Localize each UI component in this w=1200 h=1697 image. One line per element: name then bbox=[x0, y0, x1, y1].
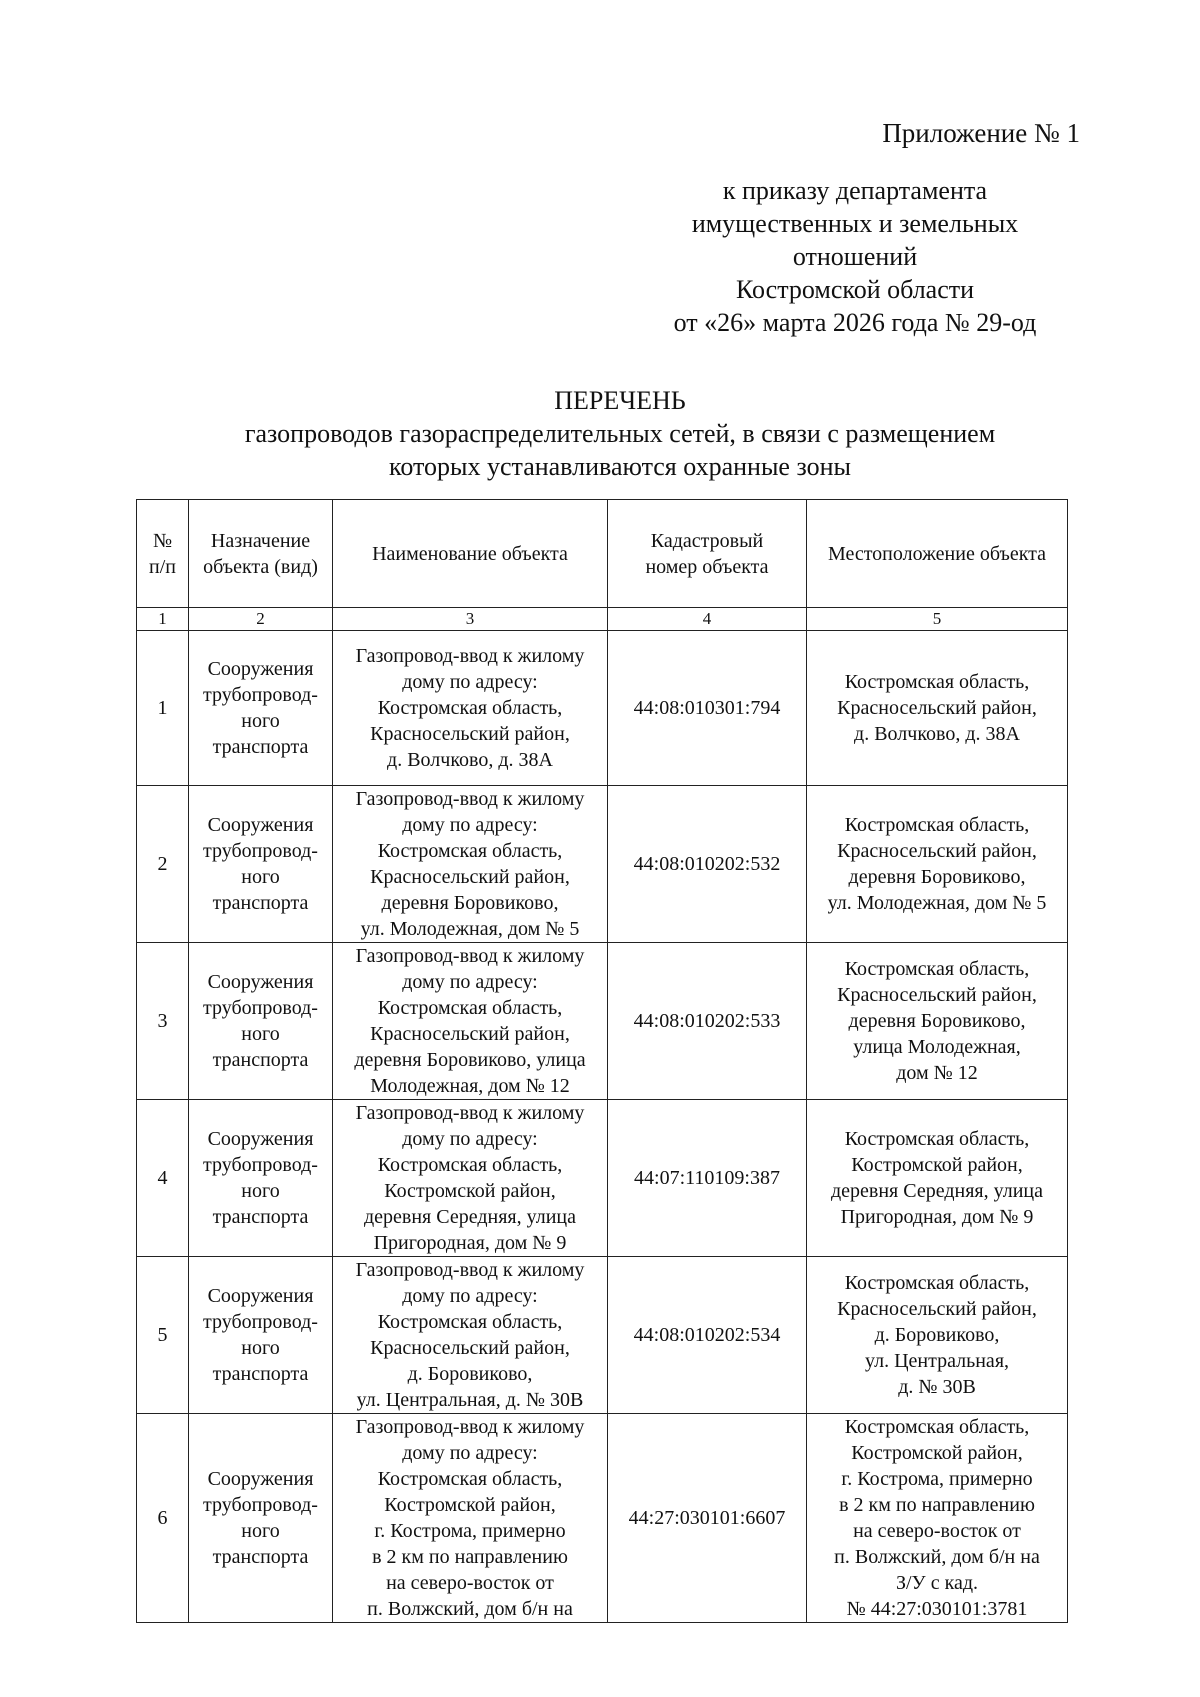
document-title bbox=[100, 384, 1140, 483]
object-location-cell bbox=[807, 631, 1068, 786]
cell-line: Газопровод-ввод к жилому bbox=[355, 645, 585, 667]
cell-line: трубопровод- bbox=[203, 684, 318, 706]
table-header-row bbox=[137, 500, 1068, 608]
table-row bbox=[137, 1257, 1068, 1414]
cell-line: д. Боровиково, bbox=[407, 1363, 533, 1385]
cell-line: ул. Молодежная, дом № 5 bbox=[360, 918, 580, 940]
cell-line: Костромской район, bbox=[384, 1494, 556, 1516]
header-text: Назначение bbox=[210, 529, 311, 552]
cell-line: г. Кострома, примерно bbox=[374, 1520, 566, 1542]
table-row bbox=[137, 1100, 1068, 1257]
object-name-cell bbox=[333, 1257, 608, 1414]
row-number-cell: 3 bbox=[137, 943, 189, 1100]
cell-line: ул. Центральная, bbox=[864, 1350, 1010, 1372]
cell-line: Газопровод-ввод к жилому bbox=[355, 1416, 585, 1438]
cell-line: деревня Боровиково, bbox=[848, 866, 1026, 888]
column-numbers-row bbox=[137, 608, 1068, 631]
cell-line: п. Волжский, дом б/н на bbox=[367, 1598, 573, 1620]
order-line: к приказу департамента bbox=[722, 176, 988, 205]
cadastral-number-cell: 44:08:010202:533 bbox=[608, 943, 807, 1100]
cell-line: деревня Боровиково, bbox=[848, 1010, 1026, 1032]
cell-line: Костромская область, bbox=[844, 814, 1030, 836]
header-text: п/п bbox=[149, 555, 176, 578]
object-type-cell bbox=[189, 786, 333, 943]
object-type-cell bbox=[189, 1100, 333, 1257]
row-number-cell: 4 bbox=[137, 1100, 189, 1257]
cell-line: Сооружения bbox=[207, 1285, 314, 1307]
cell-line: Молодежная, дом № 12 bbox=[370, 1075, 570, 1097]
cell-line: Красносельский район, bbox=[370, 1337, 570, 1359]
cell-line: д. № 30В bbox=[898, 1376, 976, 1398]
cell-line: на северо-восток от bbox=[386, 1572, 554, 1594]
cell-line: Красносельский район, bbox=[370, 1023, 570, 1045]
cell-line: Костромская область, bbox=[844, 1272, 1030, 1294]
cadastral-number-cell: 44:27:030101:6607 bbox=[608, 1414, 807, 1623]
objects-table bbox=[136, 499, 1068, 1623]
cell-line: трубопровод- bbox=[203, 840, 318, 862]
cell-line: Костромская область, bbox=[844, 671, 1030, 693]
cell-line: Сооружения bbox=[207, 971, 314, 993]
cell-line: ного bbox=[241, 710, 280, 732]
row-number-cell: 5 bbox=[137, 1257, 189, 1414]
cell-line: г. Кострома, примерно bbox=[841, 1468, 1033, 1490]
cell-line: Сооружения bbox=[207, 658, 314, 680]
cell-line: ул. Центральная, д. № 30В bbox=[356, 1389, 584, 1411]
cell-line: дому по адресу: bbox=[402, 671, 538, 693]
object-name-cell bbox=[333, 786, 608, 943]
cell-line: улица Молодежная, bbox=[853, 1036, 1021, 1058]
cell-line: дому по адресу: bbox=[402, 971, 538, 993]
cell-line: Костромской район, bbox=[851, 1442, 1023, 1464]
cell-line: д. Волчково, д. 38А bbox=[854, 723, 1020, 745]
cell-line: деревня Боровиково, bbox=[381, 892, 559, 914]
table-row bbox=[137, 631, 1068, 786]
object-name-cell bbox=[333, 943, 608, 1100]
cadastral-number-cell: 44:08:010301:794 bbox=[608, 631, 807, 786]
order-line: Костромской области bbox=[735, 275, 975, 304]
appendix-label: Приложение № 1 bbox=[882, 118, 1080, 148]
header-text: номер объекта bbox=[645, 555, 769, 578]
cell-line: Костромская область, bbox=[844, 958, 1030, 980]
table-body bbox=[137, 631, 1068, 1623]
column-number: 5 bbox=[807, 608, 1068, 631]
cell-line: Костромская область, bbox=[377, 997, 563, 1019]
column-header-name bbox=[333, 500, 608, 608]
cell-line: Костромская область, bbox=[377, 840, 563, 862]
cell-line: ного bbox=[241, 1023, 280, 1045]
title-heading: ПЕРЕЧЕНЬ bbox=[554, 386, 686, 415]
cell-line: трубопровод- bbox=[203, 997, 318, 1019]
order-line: от «26» марта 2026 года № 29-од bbox=[673, 308, 1037, 337]
cell-line: Красносельский район, bbox=[837, 840, 1037, 862]
object-location-cell bbox=[807, 1257, 1068, 1414]
cell-line: на северо-восток от bbox=[853, 1520, 1021, 1542]
cell-line: дому по адресу: bbox=[402, 1128, 538, 1150]
cell-line: в 2 км по направлению bbox=[372, 1546, 568, 1568]
header-text: № bbox=[152, 529, 173, 552]
cell-line: Костромская область, bbox=[844, 1128, 1030, 1150]
cell-line: Сооружения bbox=[207, 814, 314, 836]
cell-line: ного bbox=[241, 866, 280, 888]
cell-line: транспорта bbox=[212, 892, 309, 914]
column-header-number bbox=[137, 500, 189, 608]
cadastral-number-cell: 44:08:010202:532 bbox=[608, 786, 807, 943]
cadastral-number-cell: 44:08:010202:534 bbox=[608, 1257, 807, 1414]
cell-line: З/У с кад. bbox=[895, 1572, 979, 1594]
cell-line: Костромская область, bbox=[377, 1311, 563, 1333]
column-number: 3 bbox=[333, 608, 608, 631]
cell-line: Красносельский район, bbox=[837, 1298, 1037, 1320]
column-header-cadastral bbox=[608, 500, 807, 608]
header-text: Местоположение объекта bbox=[827, 542, 1047, 565]
object-location-cell bbox=[807, 786, 1068, 943]
cell-line: д. Боровиково, bbox=[874, 1324, 1000, 1346]
object-name-cell bbox=[333, 1100, 608, 1257]
row-number-cell: 2 bbox=[137, 786, 189, 943]
column-header-type bbox=[189, 500, 333, 608]
cell-line: ного bbox=[241, 1180, 280, 1202]
cell-line: транспорта bbox=[212, 1363, 309, 1385]
cell-line: д. Волчково, д. 38А bbox=[387, 749, 553, 771]
cell-line: в 2 км по направлению bbox=[839, 1494, 1035, 1516]
object-type-cell bbox=[189, 943, 333, 1100]
cell-line: деревня Боровиково, улица bbox=[354, 1049, 586, 1071]
cell-line: Красносельский район, bbox=[370, 723, 570, 745]
object-location-cell bbox=[807, 1414, 1068, 1623]
cell-line: транспорта bbox=[212, 1206, 309, 1228]
title-line: газопроводов газораспределительных сетей, в связи с размещением bbox=[244, 419, 996, 448]
cell-line: ного bbox=[241, 1520, 280, 1542]
object-location-cell bbox=[807, 1100, 1068, 1257]
cell-line: Пригородная, дом № 9 bbox=[373, 1232, 567, 1254]
cell-line: Сооружения bbox=[207, 1128, 314, 1150]
column-number: 2 bbox=[189, 608, 333, 631]
cell-line: № 44:27:030101:3781 bbox=[846, 1598, 1028, 1620]
row-number-cell: 1 bbox=[137, 631, 189, 786]
cell-line: дом № 12 bbox=[896, 1062, 978, 1084]
header-text: Наименование объекта bbox=[372, 542, 568, 565]
cell-line: Костромская область, bbox=[844, 1416, 1030, 1438]
cell-line: Газопровод-ввод к жилому bbox=[355, 1102, 585, 1124]
title-line: которых устанавливаются охранные зоны bbox=[389, 452, 851, 481]
cell-line: дому по адресу: bbox=[402, 814, 538, 836]
row-number-cell: 6 bbox=[137, 1414, 189, 1623]
cell-line: Красносельский район, bbox=[837, 697, 1037, 719]
table-row bbox=[137, 1414, 1068, 1623]
order-line: отношений bbox=[792, 242, 918, 271]
cell-line: Костромской район, bbox=[384, 1180, 556, 1202]
order-line: имущественных и земельных bbox=[691, 209, 1019, 238]
cell-line: Костромская область, bbox=[377, 1468, 563, 1490]
object-type-cell bbox=[189, 1414, 333, 1623]
order-reference bbox=[600, 174, 1110, 339]
column-number: 4 bbox=[608, 608, 807, 631]
cell-line: Красносельский район, bbox=[370, 866, 570, 888]
cell-line: дому по адресу: bbox=[402, 1442, 538, 1464]
object-type-cell bbox=[189, 631, 333, 786]
cell-line: Костромская область, bbox=[377, 1154, 563, 1176]
cell-line: трубопровод- bbox=[203, 1154, 318, 1176]
cell-line: дому по адресу: bbox=[402, 1285, 538, 1307]
column-header-location bbox=[807, 500, 1068, 608]
cell-line: ул. Молодежная, дом № 5 bbox=[827, 892, 1047, 914]
cell-line: Газопровод-ввод к жилому bbox=[355, 788, 585, 810]
column-number: 1 bbox=[137, 608, 189, 631]
cell-line: деревня Середняя, улица bbox=[830, 1180, 1043, 1202]
cell-line: трубопровод- bbox=[203, 1494, 318, 1516]
cell-line: Газопровод-ввод к жилому bbox=[355, 945, 585, 967]
header-text: объекта (вид) bbox=[203, 555, 318, 578]
cell-line: деревня Середняя, улица bbox=[363, 1206, 576, 1228]
cell-line: Костромской район, bbox=[851, 1154, 1023, 1176]
cell-line: транспорта bbox=[212, 736, 309, 758]
cell-line: трубопровод- bbox=[203, 1311, 318, 1333]
table-row bbox=[137, 786, 1068, 943]
cell-line: Костромская область, bbox=[377, 697, 563, 719]
object-name-cell bbox=[333, 631, 608, 786]
cadastral-number-cell: 44:07:110109:387 bbox=[608, 1100, 807, 1257]
cell-line: ного bbox=[241, 1337, 280, 1359]
cell-line: Газопровод-ввод к жилому bbox=[355, 1259, 585, 1281]
table-row bbox=[137, 943, 1068, 1100]
object-location-cell bbox=[807, 943, 1068, 1100]
cell-line: Пригородная, дом № 9 bbox=[840, 1206, 1034, 1228]
cell-line: транспорта bbox=[212, 1546, 309, 1568]
cell-line: Сооружения bbox=[207, 1468, 314, 1490]
cell-line: транспорта bbox=[212, 1049, 309, 1071]
cell-line: п. Волжский, дом б/н на bbox=[834, 1546, 1040, 1568]
cell-line: Красносельский район, bbox=[837, 984, 1037, 1006]
object-name-cell bbox=[333, 1414, 608, 1623]
header-text: Кадастровый bbox=[650, 529, 764, 552]
object-type-cell bbox=[189, 1257, 333, 1414]
